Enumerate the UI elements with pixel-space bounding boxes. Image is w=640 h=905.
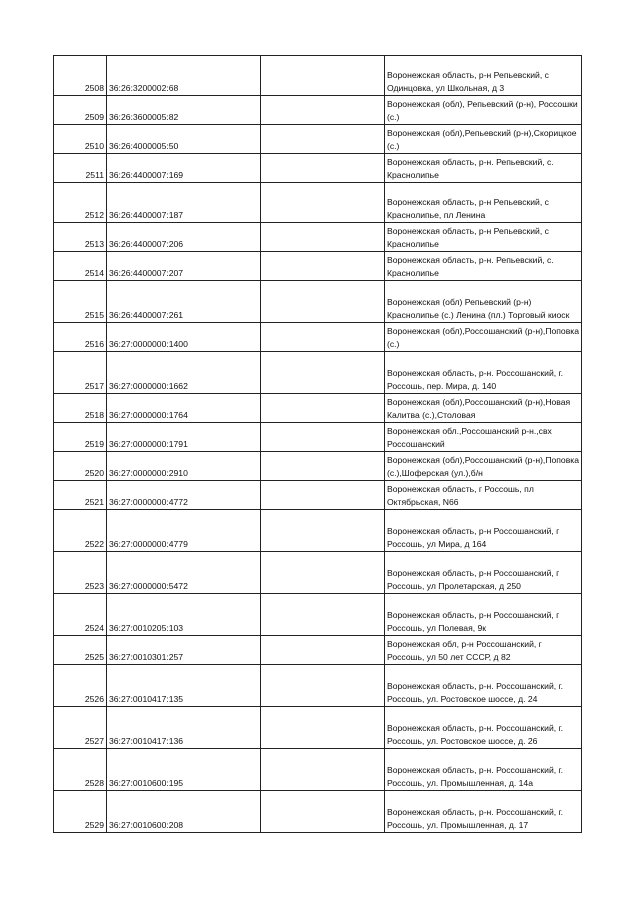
empty-cell [261,56,385,96]
address-cell: Воронежская область, р-н. Россошанский, г. Россошь, ул. Промышленная, д. 17 [385,791,582,833]
cadastral-number: 36:27:0010205:103 [107,594,261,636]
empty-cell [261,552,385,594]
table-row [54,223,582,252]
empty-cell [261,125,385,154]
registry-table [53,55,582,833]
row-number: 2514 [54,252,107,281]
row-number: 2524 [54,594,107,636]
table-row [54,252,582,281]
row-number: 2512 [54,183,107,223]
cadastral-number: 36:26:4000005:50 [107,125,261,154]
address-cell: Воронежская (обл),Россошанский (р-н),Поповка (с.),Шоферская (ул.),б/н [385,452,582,481]
row-number: 2528 [54,749,107,791]
cadastral-number: 36:26:4400007:207 [107,252,261,281]
cadastral-number: 36:26:4400007:169 [107,154,261,183]
table-row [54,183,582,223]
row-number: 2527 [54,707,107,749]
table-row [54,481,582,510]
cadastral-number: 36:27:0000000:1400 [107,323,261,352]
empty-cell [261,594,385,636]
cadastral-number: 36:26:3200002:68 [107,56,261,96]
cadastral-number: 36:27:0010417:136 [107,707,261,749]
address-cell: Воронежская обл.,Россошанский р-н.,свх Россошанский [385,423,582,452]
row-number: 2510 [54,125,107,154]
cadastral-number: 36:27:0000000:1791 [107,423,261,452]
row-number: 2522 [54,510,107,552]
table-row [54,707,582,749]
address-cell: Воронежская область, р-н. Россошанский, г. Россошь, пер. Мира, д. 140 [385,352,582,394]
table-row [54,552,582,594]
table-row [54,665,582,707]
address-cell: Воронежская (обл),Россошанский (р-н),Поповка (с.) [385,323,582,352]
empty-cell [261,510,385,552]
address-cell: Воронежская (обл),Россошанский (р-н),Новая Калитва (с.),Столовая [385,394,582,423]
row-number: 2515 [54,281,107,323]
empty-cell [261,352,385,394]
row-number: 2518 [54,394,107,423]
empty-cell [261,423,385,452]
address-cell: Воронежская область, р-н Репьевский, с Краснолипье [385,223,582,252]
row-number: 2513 [54,223,107,252]
address-cell: Воронежская (обл) Репьевский (р-н) Краснолипье (с.) Ленина (пл.) Торговый киоск [385,281,582,323]
empty-cell [261,183,385,223]
table-row [54,636,582,665]
empty-cell [261,223,385,252]
address-cell: Воронежская (обл),Репьевский (р-н),Скорицкое (с.) [385,125,582,154]
row-number: 2509 [54,96,107,125]
empty-cell [261,791,385,833]
cadastral-number: 36:27:0010600:195 [107,749,261,791]
cadastral-number: 36:27:0000000:1764 [107,394,261,423]
cadastral-number: 36:26:4400007:187 [107,183,261,223]
row-number: 2520 [54,452,107,481]
table-row [54,323,582,352]
empty-cell [261,281,385,323]
address-cell: Воронежская область, р-н. Репьевский, с. Краснолипье [385,154,582,183]
cadastral-number: 36:27:0000000:4779 [107,510,261,552]
empty-cell [261,252,385,281]
empty-cell [261,707,385,749]
table-row [54,56,582,96]
cadastral-number: 36:27:0010301:257 [107,636,261,665]
empty-cell [261,394,385,423]
registry-table-body [54,56,582,833]
cadastral-number: 36:26:4400007:206 [107,223,261,252]
table-row [54,452,582,481]
row-number: 2526 [54,665,107,707]
row-number: 2523 [54,552,107,594]
table-row [54,96,582,125]
address-cell: Воронежская обл, р-н Россошанский, г Россошь, ул 50 лет СССР, д 82 [385,636,582,665]
row-number: 2529 [54,791,107,833]
empty-cell [261,96,385,125]
row-number: 2508 [54,56,107,96]
address-cell: Воронежская область, р-н Россошанский, г Россошь, ул Пролетарская, д 250 [385,552,582,594]
address-cell: Воронежская область, г Россошь, пл Октябрьская, N66 [385,481,582,510]
cadastral-number: 36:27:0000000:5472 [107,552,261,594]
table-row [54,394,582,423]
cadastral-number: 36:27:0010417:135 [107,665,261,707]
address-cell: Воронежская (обл), Репьевский (р-н), Россошки (с.) [385,96,582,125]
table-row [54,352,582,394]
empty-cell [261,636,385,665]
cadastral-number: 36:27:0010600:208 [107,791,261,833]
cadastral-number: 36:27:0000000:1662 [107,352,261,394]
address-cell: Воронежская область, р-н. Россошанский, г. Россошь, ул. Ростовское шоссе, д. 24 [385,665,582,707]
table-row [54,510,582,552]
table-row [54,154,582,183]
address-cell: Воронежская область, р-н Россошанский, г Россошь, ул Полевая, 9к [385,594,582,636]
address-cell: Воронежская область, р-н Репьевский, с Краснолипье, пл Ленина [385,183,582,223]
row-number: 2517 [54,352,107,394]
table-row [54,423,582,452]
table-row [54,749,582,791]
row-number: 2516 [54,323,107,352]
empty-cell [261,665,385,707]
empty-cell [261,154,385,183]
empty-cell [261,323,385,352]
table-row [54,125,582,154]
address-cell: Воронежская область, р-н. Россошанский, г. Россошь, ул. Промышленная, д. 14а [385,749,582,791]
table-row [54,594,582,636]
cadastral-number: 36:26:3600005:82 [107,96,261,125]
table-row [54,791,582,833]
address-cell: Воронежская область, р-н Репьевский, с Одинцовка, ул Школьная, д 3 [385,56,582,96]
row-number: 2525 [54,636,107,665]
empty-cell [261,481,385,510]
row-number: 2521 [54,481,107,510]
address-cell: Воронежская область, р-н. Россошанский, г. Россошь, ул. Ростовское шоссе, д. 26 [385,707,582,749]
empty-cell [261,749,385,791]
address-cell: Воронежская область, р-н Россошанский, г Россошь, ул Мира, д 164 [385,510,582,552]
empty-cell [261,452,385,481]
row-number: 2519 [54,423,107,452]
cadastral-number: 36:27:0000000:2910 [107,452,261,481]
cadastral-number: 36:26:4400007:261 [107,281,261,323]
cadastral-number: 36:27:0000000:4772 [107,481,261,510]
address-cell: Воронежская область, р-н. Репьевский, с. Краснолипье [385,252,582,281]
row-number: 2511 [54,154,107,183]
table-row [54,281,582,323]
